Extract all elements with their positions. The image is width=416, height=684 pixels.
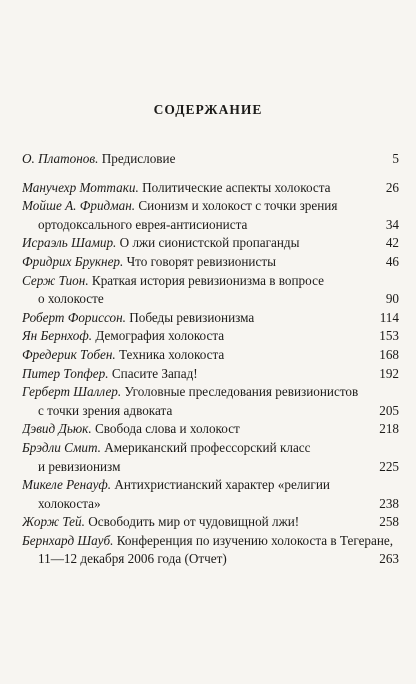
toc-line (22, 365, 399, 384)
toc-line (22, 458, 399, 477)
toc-title: Предисловие (101, 151, 176, 166)
toc-page-number: 263 (379, 551, 399, 567)
toc-title: холокоста» (38, 495, 101, 511)
toc-author: Фридрих Брукнер. (22, 253, 124, 269)
toc-text (22, 476, 399, 495)
toc-page-number: 5 (392, 151, 399, 166)
toc-page-number: 46 (385, 253, 399, 269)
toc-line (22, 216, 399, 235)
toc-entry (22, 234, 399, 253)
table-of-contents (22, 150, 399, 569)
toc-entry (22, 532, 399, 569)
toc-page-number: 34 (385, 216, 399, 232)
toc-page-number: 258 (379, 514, 399, 530)
toc-author: Герберт Шаллер. (22, 384, 122, 400)
toc-title: о холокосте (38, 291, 104, 307)
toc-author: Брэдли Смит. (22, 439, 101, 455)
toc-line (22, 150, 399, 169)
spacer (22, 169, 399, 179)
toc-page-number: 42 (385, 235, 399, 251)
toc-author: Ян Бернхоф. (22, 328, 93, 344)
toc-text (22, 309, 375, 328)
toc-text (22, 327, 375, 346)
toc-text (38, 550, 375, 569)
toc-line (22, 439, 399, 458)
toc-text (38, 216, 375, 235)
toc-title: Что говорят ревизионисты (126, 253, 276, 269)
toc-line (22, 197, 399, 216)
toc-text (22, 234, 375, 253)
toc-page-number: 218 (379, 421, 399, 437)
toc-line (22, 309, 399, 328)
toc-page-number: 205 (379, 402, 399, 418)
contents-title: СОДЕРЖАНИЕ (153, 102, 263, 117)
toc-text (22, 253, 375, 272)
toc-line (22, 532, 399, 551)
toc-page-number: 90 (385, 291, 399, 307)
toc-line (22, 234, 399, 253)
toc-entry (22, 327, 399, 346)
toc-line (22, 476, 399, 495)
toc-title: ортодоксального еврея-антисиониста (38, 216, 248, 232)
toc-entry (22, 383, 399, 420)
toc-title: Демография холокоста (95, 328, 225, 344)
toc-text (38, 495, 375, 514)
toc-author: Роберт Фориссон. (22, 309, 126, 325)
toc-text (38, 290, 375, 309)
toc-title: Конференция по изучению холокоста в Тегеране, (116, 532, 394, 548)
toc-line (22, 327, 399, 346)
toc-author: О. Платонов. (22, 151, 99, 166)
toc-title: Свобода слова и холокост (94, 421, 240, 437)
toc-title: Сионизм и холокост с точки зрения (138, 198, 338, 214)
toc-text (22, 272, 399, 291)
toc-author: Исраэль Шамир. (22, 235, 117, 251)
toc-title: и ревизионизм (38, 458, 121, 474)
toc-line (22, 290, 399, 309)
toc-entry (22, 179, 399, 198)
toc-author: Микеле Ренауф. (22, 477, 112, 493)
toc-author: Дэвид Дьюк. (22, 421, 92, 437)
toc-author: Питер Топфер. (22, 365, 109, 381)
toc-entry (22, 309, 399, 328)
toc-title: О лжи сионистской пропаганды (119, 235, 300, 251)
toc-page-number: 26 (385, 179, 399, 195)
toc-text (22, 179, 375, 198)
toc-title: Уголовные преследования ревизионистов (124, 384, 359, 400)
toc-entry (22, 439, 399, 476)
toc-title: Спасите Запад! (111, 365, 198, 381)
toc-line (22, 513, 399, 532)
toc-entry (22, 513, 399, 532)
toc-title: Техника холокоста (118, 346, 225, 362)
toc-page-number: 153 (379, 328, 399, 344)
toc-line (22, 402, 399, 421)
toc-line (22, 272, 399, 291)
toc-title: Американский профессорский класс (104, 439, 311, 455)
toc-page-number: 114 (379, 309, 399, 325)
toc-title: Освободить мир от чудовищной лжи! (88, 514, 300, 530)
toc-page-number: 192 (379, 365, 399, 381)
toc-author: Серж Тион. (22, 272, 89, 288)
toc-title: Победы ревизионизма (129, 309, 255, 325)
toc-author: Манучехр Моттаки. (22, 179, 139, 195)
toc-line (22, 383, 399, 402)
toc-entry (22, 476, 399, 513)
toc-title: Политические аспекты холокоста (142, 179, 331, 195)
toc-entry (22, 253, 399, 272)
toc-text (38, 458, 375, 477)
toc-line (22, 253, 399, 272)
toc-title: 11—12 декабря 2006 года (Отчет) (38, 551, 227, 567)
toc-title: Антихристианский характер «религии (114, 477, 330, 493)
toc-text (22, 420, 375, 439)
toc-text (22, 532, 399, 551)
toc-author: Фредерик Тобен. (22, 346, 116, 362)
toc-text (22, 197, 399, 216)
toc-text (38, 402, 375, 421)
toc-text (22, 150, 375, 169)
toc-entry (22, 272, 399, 309)
toc-entry (22, 365, 399, 384)
toc-line (22, 420, 399, 439)
toc-entry (22, 346, 399, 365)
toc-line (22, 179, 399, 198)
toc-text (22, 439, 399, 458)
toc-title: Краткая история ревизионизма в вопросе (91, 272, 324, 288)
toc-page-number: 168 (379, 346, 399, 362)
toc-title: с точки зрения адвоката (38, 402, 173, 418)
toc-line (22, 495, 399, 514)
toc-entry (22, 420, 399, 439)
toc-entry (22, 150, 399, 169)
toc-author: Жорж Тей. (22, 514, 85, 530)
toc-page-number: 238 (379, 495, 399, 511)
toc-text (22, 383, 399, 402)
toc-author: Бернхард Шауб. (22, 532, 114, 548)
toc-page-number: 225 (379, 458, 399, 474)
toc-author: Мойше А. Фридман. (22, 198, 136, 214)
toc-line (22, 346, 399, 365)
toc-line (22, 550, 399, 569)
toc-text (22, 346, 375, 365)
toc-text (22, 365, 375, 384)
toc-text (22, 513, 375, 532)
toc-entry (22, 197, 399, 234)
